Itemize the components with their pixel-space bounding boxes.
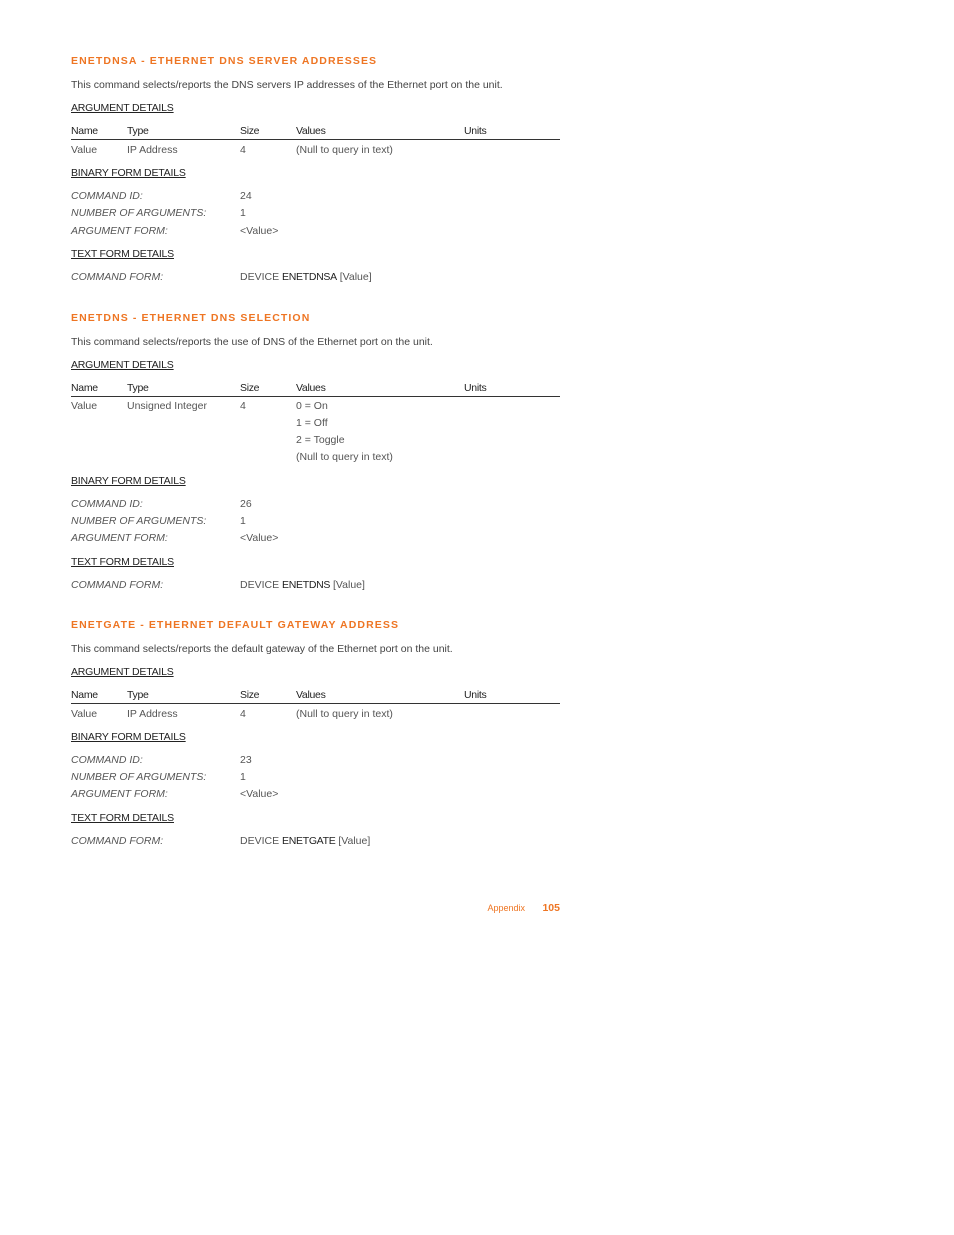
binary-form-heading: BINARY FORM DETAILS xyxy=(71,731,186,743)
header-values: Values xyxy=(296,382,326,394)
header-size: Size xyxy=(240,689,260,701)
cell-value: (Null to query in text) xyxy=(296,451,393,463)
header-units: Units xyxy=(464,125,487,137)
command-form-label: COMMAND FORM: xyxy=(71,271,164,283)
cell-type: IP Address xyxy=(127,708,178,720)
section-title: ENETGATE - ETHERNET DEFAULT GATEWAY ADDRESS xyxy=(71,619,400,631)
command-suffix: [Value] xyxy=(336,271,372,283)
header-size: Size xyxy=(240,382,260,394)
header-type: Type xyxy=(127,125,149,137)
command-id-value: 26 xyxy=(240,498,252,510)
command-id-value: 24 xyxy=(240,190,252,202)
page-number: 105 xyxy=(542,902,560,914)
command-prefix: DEVICE xyxy=(240,579,283,591)
section-description: This command selects/reports the DNS servers IP addresses of the Ethernet port on the unit. xyxy=(71,79,503,91)
command-form-value xyxy=(240,835,370,847)
command-id-value: 23 xyxy=(240,754,252,766)
header-values: Values xyxy=(296,125,326,137)
table-header xyxy=(71,382,560,397)
command-form-value xyxy=(240,271,372,283)
command-id-label: COMMAND ID: xyxy=(71,498,143,510)
cell-type: Unsigned Integer xyxy=(127,400,207,412)
arg-form-value: <Value> xyxy=(240,788,279,800)
arg-form-label: ARGUMENT FORM: xyxy=(71,788,168,800)
command-form-value xyxy=(240,579,365,591)
header-type: Type xyxy=(127,382,149,394)
table-header xyxy=(71,125,560,140)
num-args-label: NUMBER OF ARGUMENTS: xyxy=(71,771,207,783)
command-prefix: DEVICE xyxy=(240,835,283,847)
num-args-value: 1 xyxy=(240,515,246,527)
command-keyword: ENETDNS xyxy=(282,579,331,591)
command-form-label: COMMAND FORM: xyxy=(71,579,164,591)
binary-form-heading: BINARY FORM DETAILS xyxy=(71,167,186,179)
command-id-label: COMMAND ID: xyxy=(71,190,143,202)
num-args-label: NUMBER OF ARGUMENTS: xyxy=(71,207,207,219)
header-units: Units xyxy=(464,382,487,394)
cell-value: 2 = Toggle xyxy=(296,434,345,446)
section-description: This command selects/reports the use of DNS of the Ethernet port on the unit. xyxy=(71,336,433,348)
command-id-label: COMMAND ID: xyxy=(71,754,143,766)
cell-type: IP Address xyxy=(127,144,178,156)
cell-size: 4 xyxy=(240,144,246,156)
cell-size: 4 xyxy=(240,400,246,412)
header-units: Units xyxy=(464,689,487,701)
arg-form-label: ARGUMENT FORM: xyxy=(71,532,168,544)
header-name: Name xyxy=(71,125,98,137)
cell-value: (Null to query in text) xyxy=(296,708,393,720)
binary-form-heading: BINARY FORM DETAILS xyxy=(71,475,186,487)
header-type: Type xyxy=(127,689,149,701)
command-keyword: ENETDNSA xyxy=(282,271,337,283)
cell-name: Value xyxy=(71,144,98,156)
header-name: Name xyxy=(71,382,98,394)
command-keyword: ENETGATE xyxy=(282,835,336,847)
cell-name: Value xyxy=(71,708,98,720)
command-prefix: DEVICE xyxy=(240,271,283,283)
section-title: ENETDNSA - ETHERNET DNS SERVER ADDRESSES xyxy=(71,55,378,67)
arg-form-value: <Value> xyxy=(240,225,279,237)
header-size: Size xyxy=(240,125,260,137)
text-form-heading: TEXT FORM DETAILS xyxy=(71,556,174,568)
cell-size: 4 xyxy=(240,708,246,720)
footer-section-label: Appendix xyxy=(487,903,525,913)
arg-form-value: <Value> xyxy=(240,532,279,544)
text-form-heading: TEXT FORM DETAILS xyxy=(71,248,174,260)
command-suffix: [Value] xyxy=(330,579,365,591)
argument-details-heading: ARGUMENT DETAILS xyxy=(71,666,174,678)
page-footer xyxy=(71,902,560,916)
command-form-label: COMMAND FORM: xyxy=(71,835,164,847)
section-title: ENETDNS - ETHERNET DNS SELECTION xyxy=(71,312,311,324)
num-args-label: NUMBER OF ARGUMENTS: xyxy=(71,515,207,527)
arg-form-label: ARGUMENT FORM: xyxy=(71,225,168,237)
num-args-value: 1 xyxy=(240,207,246,219)
command-suffix: [Value] xyxy=(335,835,371,847)
num-args-value: 1 xyxy=(240,771,246,783)
text-form-heading: TEXT FORM DETAILS xyxy=(71,812,174,824)
cell-value: 0 = On xyxy=(296,400,328,412)
cell-value: (Null to query in text) xyxy=(296,144,393,156)
header-name: Name xyxy=(71,689,98,701)
cell-value: 1 = Off xyxy=(296,417,328,429)
table-header xyxy=(71,689,560,704)
cell-name: Value xyxy=(71,400,98,412)
section-description: This command selects/reports the default gateway of the Ethernet port on the unit. xyxy=(71,643,453,655)
header-values: Values xyxy=(296,689,326,701)
argument-details-heading: ARGUMENT DETAILS xyxy=(71,102,174,114)
argument-details-heading: ARGUMENT DETAILS xyxy=(71,359,174,371)
